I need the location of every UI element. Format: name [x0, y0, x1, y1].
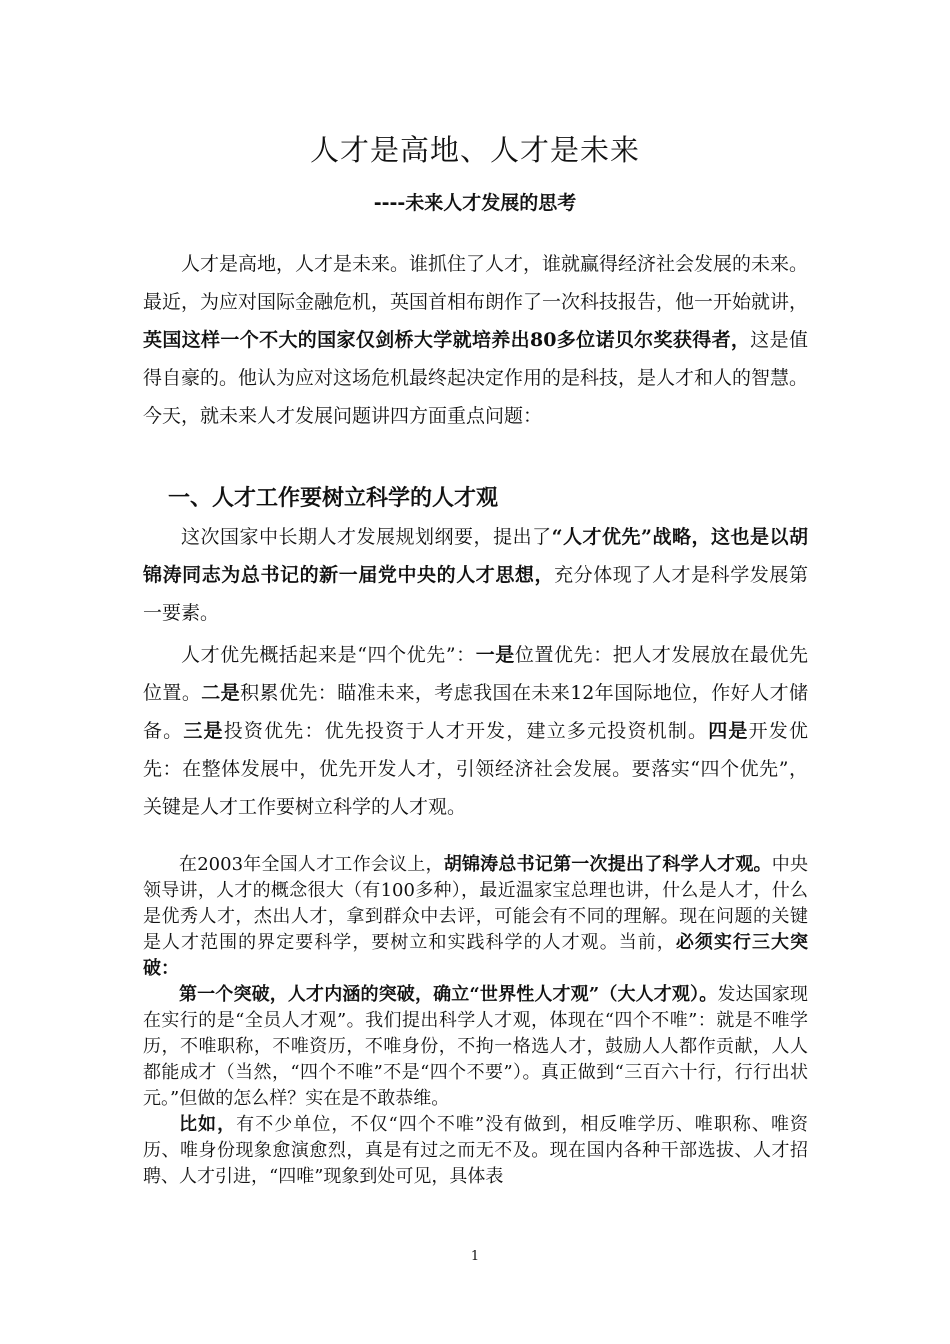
paragraph-talent-priority	[143, 518, 808, 632]
p2-text-3: 积累优先：瞄准未来，考虑我国在未来12年国际地位，作好人才储备。	[143, 682, 808, 742]
intro-paragraph	[143, 245, 808, 435]
section1-continuation-block	[143, 852, 808, 1190]
p2-text-5: 开发优先：在整体发展中，优先开发人才，引领经济社会发展。要落实“四个优先”，关键是人才工作要树立科学的人才观。	[143, 720, 808, 818]
p2-bold-1: 一是	[475, 644, 515, 666]
p5-text-1: 有不少单位，不仅“四个不唯”没有做到，相反唯学历、唯职称、唯资历、唯身份现象愈演愈烈，真是有过之而无不及。现在国内各种干部选拔、人才招聘、人才引进，“四唯”现象到处可见，具体表	[143, 1114, 809, 1187]
p4-text-1: 发达国家现在实行的是“全员人才观”。我们提出科学人才观，体现在“四个不唯”：就是不唯学历，不唯职称，不唯资历，不唯身份，不拘一格选人才，鼓励人人都作贡献，人人都能成才（当然，“四个不唯”不是“四个不要”）。真正做到“三百六十行，行行出状元。”但做的怎么样？实在是不敢恭维。	[143, 984, 808, 1109]
p2-bold-2: 二是	[201, 682, 241, 704]
p2-bold-4: 四是	[708, 720, 749, 742]
paragraph-four-priorities	[143, 636, 808, 826]
page-number: 1	[470, 1249, 480, 1264]
p3-bold-1: 胡锦涛总书记第一次提出了科学人才观。	[443, 854, 772, 875]
document-title: 人才是高地、人才是未来	[309, 133, 640, 167]
document-subtitle: ----未来人才发展的思考	[373, 192, 577, 214]
paragraph-first-breakthrough	[143, 982, 808, 1112]
section-heading-1: 一、人才工作要树立科学的人才观	[168, 486, 499, 511]
p1-text-1: 这次国家中长期人才发展规划纲要，提出了	[181, 526, 552, 548]
section1-block	[143, 518, 808, 826]
intro-block	[143, 245, 808, 435]
p3-text-2: 中央领导讲，人才的概念很大（有100多种），最近温家宝总理也讲，什么是人才，什么是优秀人才，杰出人才，拿到群众中去评，可能会有不同的理解。现在问题的关键是人才范围的界定要科学，要树立和实践科学的人才观。当前，	[143, 854, 809, 953]
p4-bold-1: 第一个突破，人才内涵的突破，确立“世界性人才观”（大人才观）。	[179, 984, 718, 1005]
p3-text-1: 在2003年全国人才工作会议上，	[179, 854, 444, 875]
p5-bold-1: 比如，	[179, 1114, 237, 1135]
p2-text-1: 人才优先概括起来是“四个优先”：	[181, 644, 476, 666]
paragraph-scientific-talent-view	[143, 852, 808, 982]
p2-text-4: 投资优先：优先投资于人才开发，建立多元投资机制。	[223, 720, 709, 742]
p1-text-2: 充分体现了人才是科学发展第一要素。	[143, 564, 808, 624]
p2-bold-3: 三是	[183, 720, 224, 742]
p1-bold-1: “人才优先”战略，这也是以胡锦涛同志为总书记的新一届党中央的人才思想，	[143, 526, 808, 586]
paragraph-example	[143, 1112, 808, 1190]
p2-text-2: 位置优先：把人才发展放在最优先位置。	[143, 644, 808, 704]
intro-text-2: 这是值得自豪的。他认为应对这场危机最终起决定作用的是科技，是人才和人的智慧。今天，就未来人才发展问题讲四方面重点问题：	[143, 329, 809, 427]
p3-bold-2: 必须实行三大突破：	[143, 932, 809, 979]
intro-bold-1: 英国这样一个不大的国家仅剑桥大学就培养出80多位诺贝尔奖获得者，	[143, 329, 751, 351]
intro-text-1: 人才是高地，人才是未来。谁抓住了人才，谁就赢得经济社会发展的未来。最近，为应对国际金融危机，英国首相布朗作了一次科技报告，他一开始就讲，	[143, 253, 809, 313]
